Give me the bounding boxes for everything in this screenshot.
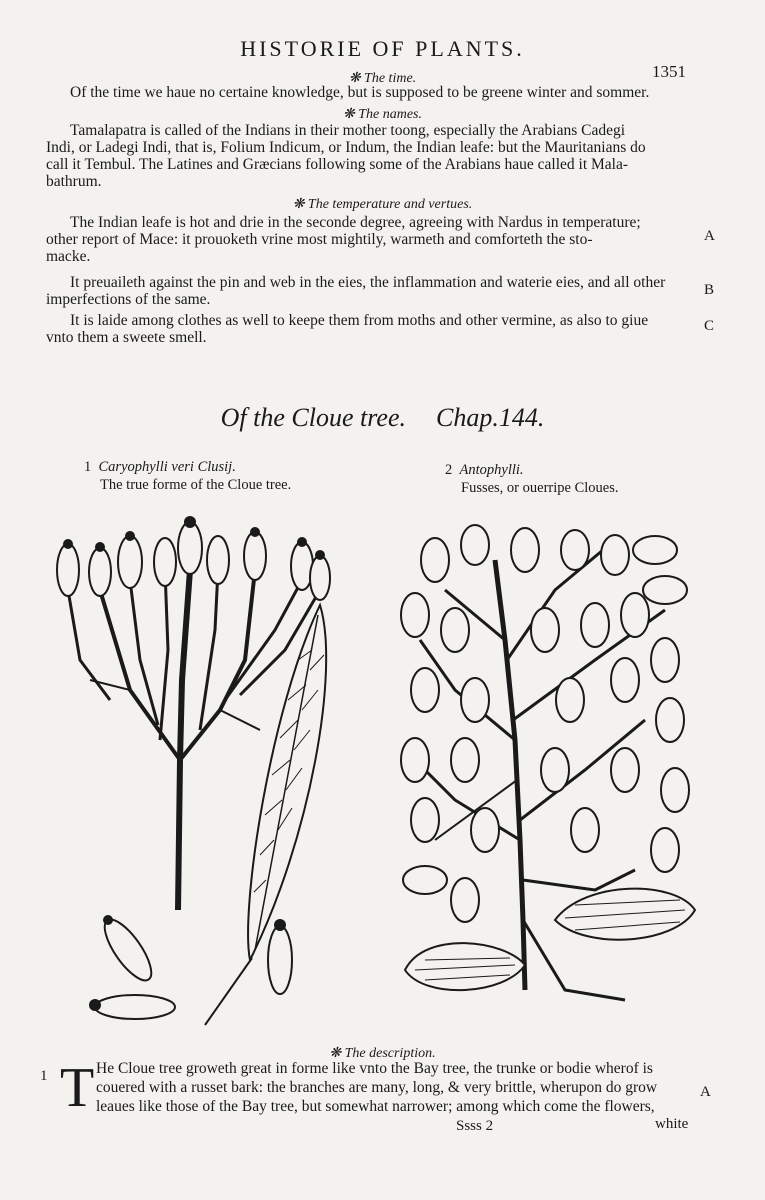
margin-letter-b: B xyxy=(704,282,715,298)
description-number: 1 xyxy=(40,1068,48,1084)
temp-line: other report of Mace: it prouoketh vrine most mightily, warmeth and comforteth the sto- xyxy=(46,231,593,248)
margin-letter-a-description: A xyxy=(700,1084,711,1100)
time-text: Of the time we haue no certaine knowledge, but is supposed to be greene winter and sommer. xyxy=(70,84,650,101)
heading-time: ❋ The time. xyxy=(348,71,417,86)
temperature-para-1 xyxy=(46,214,706,265)
description-line: couered with a russet bark: the branches are many, long, & very brittle, wherupon do grow xyxy=(96,1079,658,1096)
names-line: Tamalapatra is called of the Indians in their mother toong, especially the Arabians Cadegi xyxy=(70,122,626,139)
catchword: white xyxy=(655,1116,689,1132)
figure-1-number: 1 xyxy=(84,459,92,475)
clove-tree-woodcut xyxy=(40,510,380,1030)
antophylli-woodcut xyxy=(395,520,705,1025)
description-line: leaues like those of the Bay tree, but somewhat narrower; among which come the flowers, xyxy=(96,1098,655,1115)
figure-2-number: 2 xyxy=(445,462,453,478)
temp-line: vnto them a sweete smell. xyxy=(46,329,207,346)
description-line: He Cloue tree groweth great in forme like vnto the Bay tree, the trunke or bodie wherof is xyxy=(96,1060,653,1077)
temp-line: macke. xyxy=(46,248,91,265)
drop-cap: T xyxy=(60,1057,95,1119)
chapter-number: Chap.144. xyxy=(435,403,545,432)
margin-letter-c: C xyxy=(704,318,715,334)
running-title: HISTORIE OF PLANTS. xyxy=(240,36,525,61)
chapter-title xyxy=(0,403,765,433)
temperature-para-2 xyxy=(46,274,706,308)
figure-2-latin: Antophylli. xyxy=(459,462,524,478)
temp-line: The Indian leafe is hot and drie in the seconde degree, agreeing with Nardus in temperature; xyxy=(70,214,641,231)
temp-line: imperfections of the same. xyxy=(46,291,211,308)
heading-description: ❋ The description. xyxy=(329,1046,436,1061)
figure-2-english: Fusses, or ouerripe Cloues. xyxy=(461,480,619,496)
names-line: Indi, or Ladegi Indi, that is, Folium Indicum, or Indum, the Indian leafe: but the Mauritanians do xyxy=(46,139,646,156)
heading-temperature: ❋ The temperature and vertues. xyxy=(292,197,473,212)
names-line: bathrum. xyxy=(46,173,102,190)
page-number: 1351 xyxy=(652,62,686,81)
heading-names: ❋ The names. xyxy=(342,107,422,122)
temp-line: It is laide among clothes as well to keepe them from moths and other vermine, as also to giue xyxy=(70,312,649,329)
signature-mark: Ssss 2 xyxy=(456,1118,494,1134)
margin-letter-a: A xyxy=(704,228,715,244)
names-paragraph xyxy=(46,122,706,190)
names-line: call it Tembul. The Latines and Græcians following some of the Arabians haue called it Mala- xyxy=(46,156,629,173)
figure-1-caption xyxy=(84,458,291,494)
figure-1-english: The true forme of the Cloue tree. xyxy=(100,477,292,493)
chapter-name: Of the Cloue tree. xyxy=(220,403,406,432)
figure-1-latin: Caryophylli veri Clusij. xyxy=(98,459,236,475)
figure-2-caption xyxy=(445,461,618,497)
temp-line: It preuaileth against the pin and web in the eies, the inflammation and waterie eies, and all other xyxy=(70,274,666,291)
temperature-para-3 xyxy=(46,312,706,346)
